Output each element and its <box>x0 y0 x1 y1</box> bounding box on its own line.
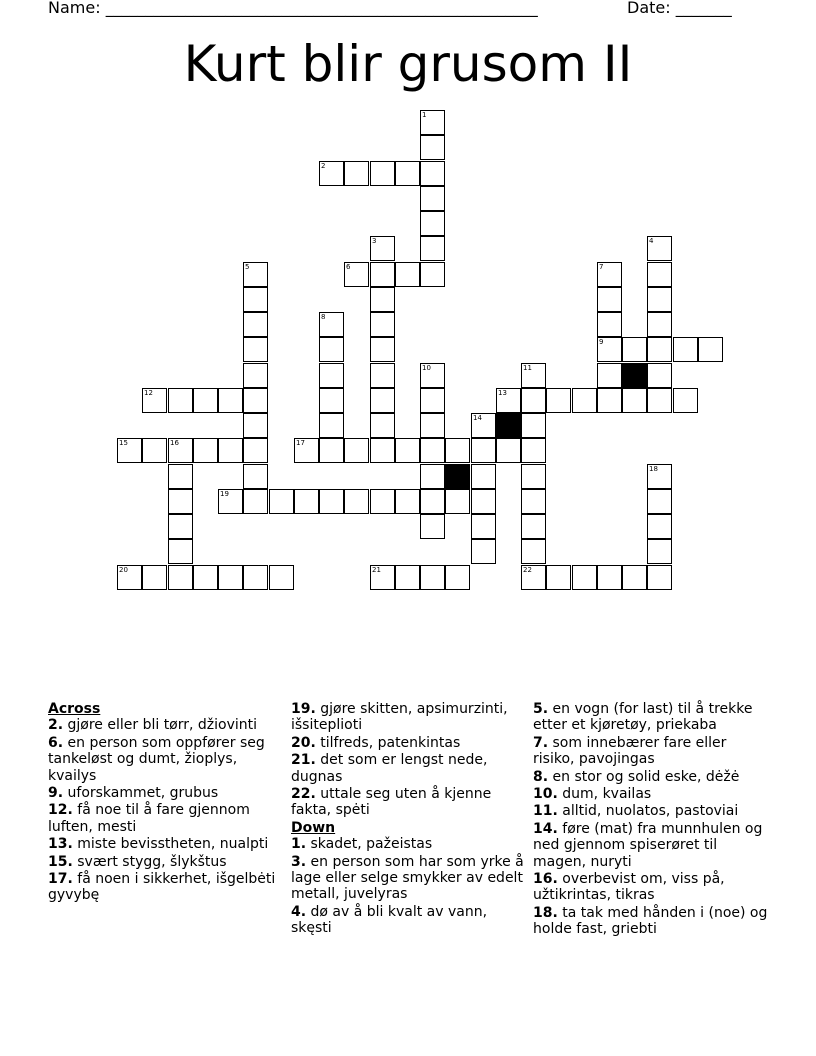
clue-number-label: 8 <box>321 313 326 321</box>
grid-cell[interactable] <box>471 438 496 463</box>
grid-cell[interactable] <box>471 539 496 564</box>
grid-cell[interactable] <box>647 539 672 564</box>
clue-text: gjøre skitten, apsimurzinti, išsiteplioti <box>291 701 508 734</box>
grid-cell[interactable] <box>243 413 268 438</box>
grid-cell[interactable] <box>319 438 344 463</box>
down-clue <box>533 701 769 734</box>
grid-cell[interactable] <box>420 489 445 514</box>
grid-cell[interactable] <box>546 565 571 590</box>
grid-cell[interactable] <box>572 565 597 590</box>
clue-number-label: 14 <box>473 414 482 422</box>
grid-cell[interactable] <box>168 539 193 564</box>
grid-cell[interactable] <box>647 363 672 388</box>
grid-cell[interactable] <box>420 388 445 413</box>
clue-number-label: 10 <box>422 364 431 372</box>
clue-number-label: 7 <box>599 263 604 271</box>
clue-text: en person som har som yrke å lage eller selge smykker av edelt metall, juvelyras <box>291 853 524 903</box>
grid-cell[interactable] <box>546 388 571 413</box>
grid-cell[interactable] <box>243 489 268 514</box>
grid-cell[interactable] <box>673 337 698 362</box>
grid-cell[interactable] <box>218 489 243 514</box>
down-clue <box>533 803 769 819</box>
clue-number: 22. <box>291 786 316 803</box>
grid-cell[interactable] <box>420 464 445 489</box>
clue-number-label: 16 <box>170 439 179 447</box>
clue-number-label: 17 <box>296 439 305 447</box>
grid-cell[interactable] <box>420 211 445 236</box>
grid-cell[interactable] <box>622 337 647 362</box>
grid-cell[interactable] <box>420 363 445 388</box>
grid-cell[interactable] <box>521 438 546 463</box>
grid-cell[interactable] <box>243 262 268 287</box>
clue-text: overbevist om, viss på, užtikrintas, tikras <box>533 871 725 904</box>
name-line: ______________________________________________________ <box>105 0 538 17</box>
clue-number: 8. <box>533 768 549 785</box>
clue-text: en vogn (for last) til å trekke etter et kjøretøy, priekaba <box>533 701 753 734</box>
clue-number: 3. <box>291 853 307 870</box>
grid-cell[interactable] <box>647 464 672 489</box>
clue-text: det som er lengst nede, dugnas <box>291 752 488 785</box>
grid-cell[interactable] <box>647 388 672 413</box>
grid-cell[interactable] <box>395 438 420 463</box>
down-clue <box>533 821 769 870</box>
grid-cell[interactable] <box>294 489 319 514</box>
grid-cell[interactable] <box>647 262 672 287</box>
clue-text: uttale seg uten å kjenne fakta, spėti <box>291 786 492 819</box>
grid-cell[interactable] <box>319 489 344 514</box>
grid-cell[interactable] <box>622 388 647 413</box>
grid-cell[interactable] <box>319 161 344 186</box>
grid-cell[interactable] <box>597 337 622 362</box>
clue-number: 13. <box>48 836 73 853</box>
grid-cell[interactable] <box>168 489 193 514</box>
clue-number: 4. <box>291 903 307 920</box>
clue-text: dø av å bli kvalt av vann, skęsti <box>291 903 488 937</box>
grid-cell[interactable] <box>193 565 218 590</box>
clues-column-3 <box>533 701 769 939</box>
clue-text: en stor og solid eske, dėžė <box>552 768 740 785</box>
grid-cell[interactable] <box>243 287 268 312</box>
grid-cell[interactable] <box>168 464 193 489</box>
across-clue <box>291 786 527 819</box>
down-clue <box>533 735 769 768</box>
clue-text: skadet, pažeistas <box>310 836 433 853</box>
grid-cell[interactable] <box>395 565 420 590</box>
clue-number: 15. <box>48 853 73 870</box>
grid-cell[interactable] <box>218 388 243 413</box>
grid-cell[interactable] <box>597 262 622 287</box>
grid-cell[interactable] <box>647 312 672 337</box>
grid-cell[interactable] <box>471 413 496 438</box>
clue-text: tilfreds, patenkintas <box>320 734 461 751</box>
down-clue <box>291 854 527 903</box>
grid-cell[interactable] <box>370 565 395 590</box>
grid-cell[interactable] <box>597 363 622 388</box>
clue-number: 2. <box>48 717 64 734</box>
across-clue <box>291 752 527 785</box>
grid-cell[interactable] <box>647 236 672 261</box>
name-label: Name: <box>48 0 101 17</box>
across-clue <box>48 785 284 801</box>
grid-cell[interactable] <box>622 565 647 590</box>
clue-number: 11. <box>533 803 558 820</box>
date-line: _______ <box>675 0 732 17</box>
down-clue <box>533 769 769 785</box>
clue-number: 10. <box>533 786 558 803</box>
grid-cell[interactable] <box>319 312 344 337</box>
grid-cell[interactable] <box>117 438 142 463</box>
clue-text: alltid, nuolatos, pastoviai <box>562 803 739 820</box>
black-square <box>622 363 647 388</box>
grid-cell[interactable] <box>698 337 723 362</box>
grid-cell[interactable] <box>218 438 243 463</box>
clues-column-2 <box>291 701 527 938</box>
grid-cell[interactable] <box>597 565 622 590</box>
grid-cell[interactable] <box>521 388 546 413</box>
clue-text: som innebærer fare eller risiko, pavojingas <box>533 734 727 768</box>
across-clue <box>48 717 284 733</box>
grid-cell[interactable] <box>521 363 546 388</box>
grid-cell[interactable] <box>496 388 521 413</box>
down-clue <box>533 905 769 938</box>
down-clue <box>533 786 769 802</box>
grid-cell[interactable] <box>370 438 395 463</box>
clue-text: svært stygg, šlykštus <box>77 853 227 870</box>
across-clue <box>48 854 284 870</box>
down-clue <box>291 836 527 852</box>
grid-cell[interactable] <box>395 262 420 287</box>
clue-text: ta tak med hånden i (noe) og holde fast, griebti <box>533 904 768 938</box>
grid-cell[interactable] <box>344 489 369 514</box>
grid-cell[interactable] <box>168 438 193 463</box>
clue-number-label: 19 <box>220 490 229 498</box>
grid-cell[interactable] <box>420 161 445 186</box>
clue-number: 1. <box>291 836 307 853</box>
grid-cell[interactable] <box>243 565 268 590</box>
grid-cell[interactable] <box>420 262 445 287</box>
clue-number: 17. <box>48 871 73 888</box>
grid-cell[interactable] <box>142 565 167 590</box>
grid-cell[interactable] <box>269 565 294 590</box>
grid-cell[interactable] <box>521 413 546 438</box>
clue-number-label: 18 <box>649 465 658 473</box>
grid-cell[interactable] <box>420 514 445 539</box>
black-square <box>496 413 521 438</box>
clue-number: 21. <box>291 752 316 769</box>
grid-cell[interactable] <box>395 489 420 514</box>
across-clue <box>48 802 284 835</box>
grid-cell[interactable] <box>445 489 470 514</box>
grid-cell[interactable] <box>420 186 445 211</box>
across-clue <box>48 735 284 784</box>
clue-number-label: 22 <box>523 566 532 574</box>
grid-cell[interactable] <box>370 312 395 337</box>
clue-number-label: 20 <box>119 566 128 574</box>
clue-number-label: 9 <box>599 338 604 346</box>
clue-number: 12. <box>48 802 73 819</box>
grid-cell[interactable] <box>218 565 243 590</box>
down-heading: Down <box>291 819 336 836</box>
clue-number-label: 1 <box>422 111 427 119</box>
clue-text: miste bevisstheten, nualpti <box>77 836 269 853</box>
down-clue <box>291 904 527 937</box>
grid-cell[interactable] <box>168 565 193 590</box>
grid-cell[interactable] <box>370 262 395 287</box>
clue-number: 14. <box>533 820 558 837</box>
grid-cell[interactable] <box>445 438 470 463</box>
grid-cell[interactable] <box>319 413 344 438</box>
grid-cell[interactable] <box>521 489 546 514</box>
grid-cell[interactable] <box>294 438 319 463</box>
grid-cell[interactable] <box>420 413 445 438</box>
grid-cell[interactable] <box>370 388 395 413</box>
grid-cell[interactable] <box>344 161 369 186</box>
grid-cell[interactable] <box>471 489 496 514</box>
grid-cell[interactable] <box>370 413 395 438</box>
clue-number-label: 12 <box>144 389 153 397</box>
grid-cell[interactable] <box>597 388 622 413</box>
clue-text: uforskammet, grubus <box>67 785 219 802</box>
grid-cell[interactable] <box>597 312 622 337</box>
grid-cell[interactable] <box>471 514 496 539</box>
grid-cell[interactable] <box>521 565 546 590</box>
grid-cell[interactable] <box>521 514 546 539</box>
clue-number: 7. <box>533 734 549 751</box>
date-label: Date: <box>627 0 671 17</box>
clue-number: 19. <box>291 701 316 717</box>
across-clue <box>48 836 284 852</box>
grid-cell[interactable] <box>243 438 268 463</box>
clue-number-label: 5 <box>245 263 250 271</box>
clue-number: 18. <box>533 904 558 921</box>
grid-cell[interactable] <box>445 565 470 590</box>
grid-cell[interactable] <box>420 565 445 590</box>
clue-number: 9. <box>48 785 64 802</box>
grid-cell[interactable] <box>420 110 445 135</box>
clue-number-label: 21 <box>372 566 381 574</box>
grid-cell[interactable] <box>243 363 268 388</box>
grid-cell[interactable] <box>395 161 420 186</box>
grid-cell[interactable] <box>647 337 672 362</box>
grid-cell[interactable] <box>647 287 672 312</box>
clue-number-label: 11 <box>523 364 532 372</box>
grid-cell[interactable] <box>471 464 496 489</box>
grid-cell[interactable] <box>420 236 445 261</box>
grid-cell[interactable] <box>243 464 268 489</box>
clue-number-label: 2 <box>321 162 326 170</box>
clue-number: 6. <box>48 734 64 751</box>
grid-cell[interactable] <box>370 236 395 261</box>
grid-cell[interactable] <box>319 363 344 388</box>
grid-cell[interactable] <box>344 438 369 463</box>
grid-cell[interactable] <box>521 464 546 489</box>
grid-cell[interactable] <box>243 337 268 362</box>
grid-cell[interactable] <box>370 489 395 514</box>
across-clue <box>291 701 527 734</box>
clue-text: føre (mat) fra munnhulen og ned gjennom spiserøret til magen, nuryti <box>533 820 763 870</box>
across-heading: Across <box>48 701 101 717</box>
grid-cell[interactable] <box>193 438 218 463</box>
clue-number: 5. <box>533 701 549 717</box>
clue-text: få noe til å fare gjennom luften, mesti <box>48 802 250 835</box>
grid-cell[interactable] <box>319 337 344 362</box>
grid-cell[interactable] <box>168 514 193 539</box>
grid-cell[interactable] <box>370 161 395 186</box>
across-clue <box>48 871 284 904</box>
grid-cell[interactable] <box>673 388 698 413</box>
grid-cell[interactable] <box>344 262 369 287</box>
grid-cell[interactable] <box>370 363 395 388</box>
grid-cell[interactable] <box>420 438 445 463</box>
clue-number-label: 6 <box>346 263 351 271</box>
clues-column-1 <box>48 701 284 905</box>
grid-cell[interactable] <box>269 489 294 514</box>
grid-cell[interactable] <box>420 135 445 160</box>
clue-text: en person som oppfører seg tankeløst og dumt, žioplys, kvailys <box>48 734 265 784</box>
grid-cell[interactable] <box>168 388 193 413</box>
grid-cell[interactable] <box>243 388 268 413</box>
grid-cell[interactable] <box>647 489 672 514</box>
clue-text: gjøre eller bli tørr, džiovinti <box>67 717 258 734</box>
grid-cell[interactable] <box>193 388 218 413</box>
clue-number-label: 13 <box>498 389 507 397</box>
clue-number-label: 15 <box>119 439 128 447</box>
grid-cell[interactable] <box>572 388 597 413</box>
grid-cell[interactable] <box>521 539 546 564</box>
grid-cell[interactable] <box>319 388 344 413</box>
grid-cell[interactable] <box>647 514 672 539</box>
clue-number: 16. <box>533 871 558 888</box>
grid-cell[interactable] <box>243 312 268 337</box>
across-clue <box>291 735 527 751</box>
puzzle-title: Kurt blir grusom II <box>183 35 633 93</box>
grid-cell[interactable] <box>370 287 395 312</box>
grid-cell[interactable] <box>370 337 395 362</box>
clue-text: få noen i sikkerhet, išgelbėti gyvybę <box>48 871 276 904</box>
black-square <box>445 464 470 489</box>
grid-cell[interactable] <box>597 287 622 312</box>
down-clue <box>533 871 769 904</box>
grid-cell[interactable] <box>496 438 521 463</box>
grid-cell[interactable] <box>647 565 672 590</box>
clue-number: 20. <box>291 734 316 751</box>
grid-cell[interactable] <box>142 438 167 463</box>
clue-text: dum, kvailas <box>562 786 652 803</box>
clue-number-label: 3 <box>372 237 377 245</box>
grid-cell[interactable] <box>142 388 167 413</box>
clue-number-label: 4 <box>649 237 654 245</box>
grid-cell[interactable] <box>117 565 142 590</box>
